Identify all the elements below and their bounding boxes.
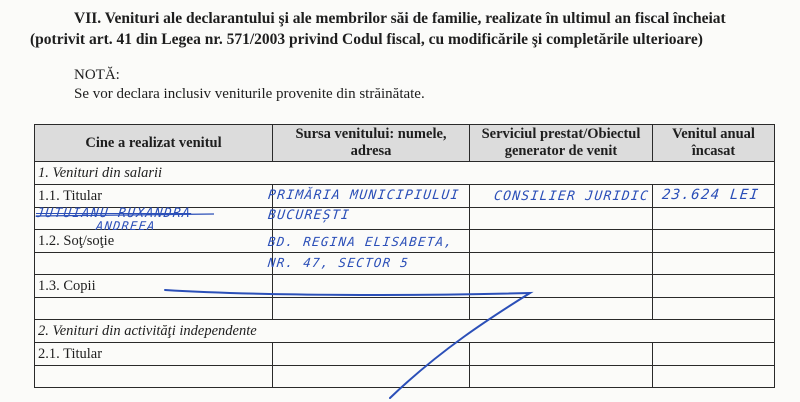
row-label-empty [35, 298, 273, 320]
cell-source [273, 343, 470, 366]
row-label-empty [35, 366, 273, 388]
cell-source [273, 275, 470, 298]
note-text: Se vor declara inclusiv veniturile provenite din străinătate. [74, 86, 425, 102]
section-independent: 2. Venituri din activităţi independente [35, 320, 775, 343]
row-label-spouse: 1.2. Soţ/soţie [35, 230, 273, 253]
handwritten-source-line2: BUCUREȘTI [267, 208, 351, 223]
cell-income [653, 343, 775, 366]
table-row [35, 298, 775, 320]
cell-service [470, 208, 653, 230]
cell-source [273, 366, 470, 388]
cell-service [470, 253, 653, 275]
table-row [35, 343, 775, 366]
header-income: Venitul anual încasat [653, 125, 775, 162]
table-row [35, 320, 775, 343]
cell-service [470, 343, 653, 366]
handwritten-source-line1: PRIMĂRIA MUNICIPIULUI [267, 188, 461, 203]
cell-income [653, 366, 775, 388]
header-earner: Cine a realizat venitul [35, 125, 273, 162]
cell-income [653, 275, 775, 298]
cell-income [653, 298, 775, 320]
section-subtitle: (potrivit art. 41 din Legea nr. 571/2003 privind Codul fiscal, cu modificările şi completările ulterioare) [30, 31, 703, 48]
row-label-children: 1.3. Copii [35, 275, 273, 298]
cell-service [470, 275, 653, 298]
table-row [35, 275, 775, 298]
cell-service [470, 366, 653, 388]
handwritten-source-line4: NR. 47, SECTOR 5 [267, 255, 411, 270]
section-title: VII. Venituri ale declarantului şi ale membrilor săi de familie, realizate în ultimul an fiscal încheiat [74, 10, 726, 27]
handwritten-income: 23.624 LEI [661, 187, 761, 203]
header-source: Sursa venitului: numele, adresa [273, 125, 470, 162]
row-label-titular: 1.1. Titular [35, 185, 273, 208]
header-service: Serviciul prestat/Obiectul generator de venit [470, 125, 653, 162]
cell-service [470, 230, 653, 253]
cell-income [653, 230, 775, 253]
handwritten-service: CONSILIER JURIDIC [493, 189, 650, 204]
row-label-titular: 2.1. Titular [35, 343, 273, 366]
row-label-empty [35, 253, 273, 275]
cell-service [470, 298, 653, 320]
handwritten-name-line2: ANDREEA [95, 219, 157, 233]
handwritten-source-line3: BD. REGINA ELISABETA, [267, 234, 455, 249]
table-row [35, 366, 775, 388]
cell-income [653, 253, 775, 275]
note-label: NOTĂ: [74, 67, 120, 83]
handwritten-name-line1: JUTUIANU RUXANDRA [35, 206, 192, 221]
cell-source [273, 298, 470, 320]
table-row [35, 162, 775, 185]
table-header-row [35, 125, 775, 162]
section-salaries: 1. Venituri din salarii [35, 162, 775, 185]
cell-income [653, 208, 775, 230]
